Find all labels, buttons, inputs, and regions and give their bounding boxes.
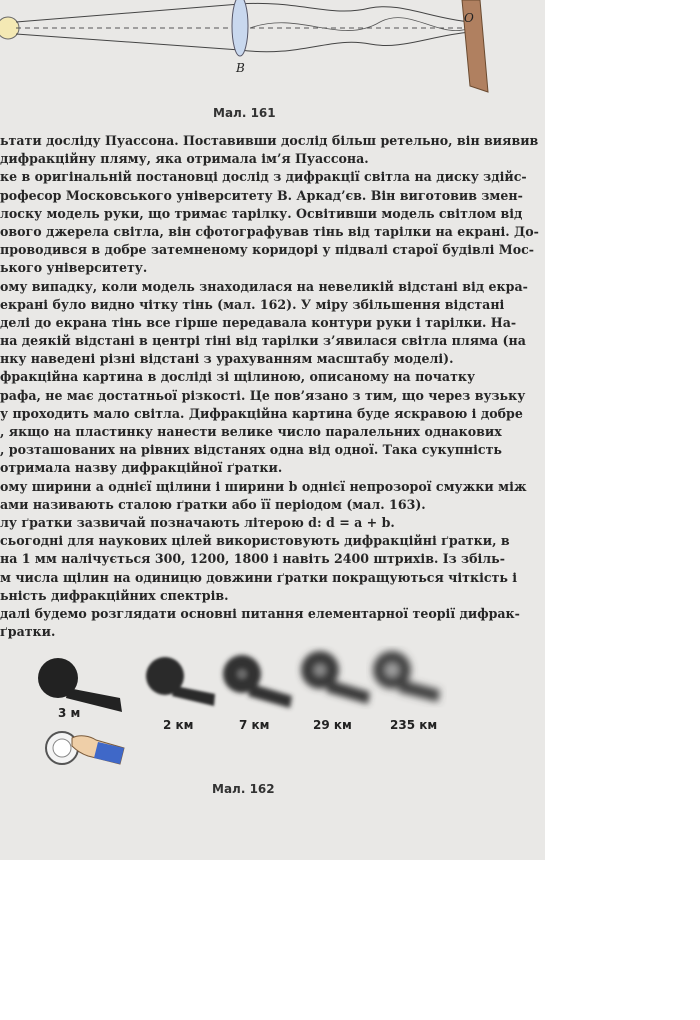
text-line: ового джерела світла, він сфотографував тінь від тарілки на екрані. До- <box>0 223 539 239</box>
text-line: лу ґратки зазвичай позначають літерою d: d = a + b. <box>0 514 395 530</box>
screen-label: O <box>464 11 474 25</box>
text-line: сьогодні для наукових цілей використовують дифракційні ґратки, в <box>0 533 510 549</box>
text-line: рофесор Московського університету В. Аркад’єв. Він виготовив змен- <box>0 187 523 203</box>
shadow-235km <box>373 651 440 702</box>
body-text <box>0 132 540 641</box>
text-line: ьтати досліду Пуассона. Поставивши дослід більш ретельно, він виявив <box>0 133 539 148</box>
text-line: на деякій відстані в центрі тіні від тарілки з’явилася світла пляма (на <box>0 333 526 349</box>
text-line: , якщо на пластинку нанести велике число паралельних однакових <box>0 424 502 439</box>
shadow-3m <box>38 658 122 712</box>
text-line: , розташованих на рівних відстанях одна від одної. Така сукупність <box>0 442 502 458</box>
text-line: дифракційну пляму, яка отримала ім’я Пуассона. <box>0 151 369 167</box>
figure-161-caption: Мал. 161 <box>213 106 276 120</box>
text-line: фракційна картина в досліді зі щілиною, описаному на початку <box>0 369 476 385</box>
text-line: нку наведені різні відстані з урахуванням масштабу моделі). <box>0 351 454 367</box>
text-line: на 1 мм налічується 300, 1200, 1800 і навіть 2400 штрихів. Із збіль- <box>0 551 505 567</box>
hand-holding-plate-icon <box>46 732 124 764</box>
figure-162-shadows <box>0 640 545 780</box>
text-line: у проходить мало світла. Дифракційна картина буде яскравою і добре <box>0 405 523 421</box>
distance-label-2km: 2 км <box>163 718 194 732</box>
shadow-29km <box>301 651 370 704</box>
distance-label-7km: 7 км <box>239 718 270 732</box>
text-line: рафа, не має достатньої різкості. Це пов’язано з тим, що через вузьку <box>0 387 526 403</box>
distance-label-29km: 29 км <box>313 718 352 732</box>
shadow-7km <box>223 655 292 708</box>
wave-line <box>250 18 470 31</box>
figure-162-caption: Мал. 162 <box>212 782 275 796</box>
text-line: далі будемо розглядати основні питання елементарної теорії дифрак- <box>0 605 520 621</box>
text-line: ьність дифракційних спектрів. <box>0 587 229 603</box>
text-line: ому ширини a однієї щілини і ширини b однієї непрозорої смужки між <box>0 478 527 494</box>
text-line: екрані було видно чітку тінь (мал. 162). У міру збільшення відстані <box>0 296 505 312</box>
text-line: ького університету. <box>0 260 148 276</box>
figure-161-diagram <box>0 0 545 100</box>
text-line: ами називають сталою ґратки або її періодом (мал. 163). <box>0 496 426 512</box>
distance-label-235km: 235 км <box>390 718 438 732</box>
text-line: отримала назву дифракційної ґратки. <box>0 460 283 476</box>
lens <box>232 0 248 56</box>
shadow-2km <box>146 657 215 706</box>
ray-upper-right <box>240 3 470 22</box>
text-line: ому випадку, коли модель знаходилася на невеликій відстані від екра- <box>0 278 528 294</box>
text-line: ке в оригінальній постановці дослід з дифракції світла на диску здійс- <box>0 169 527 185</box>
text-line: проводився в добре затемненому коридорі у підвалі старої будівлі Мос- <box>0 242 535 258</box>
ray-upper-left <box>16 4 240 22</box>
text-line: делі до екрана тінь все гірше передавала контури руки і тарілки. На- <box>0 314 517 330</box>
ray-lower-right <box>240 32 470 52</box>
lens-label: B <box>236 61 245 75</box>
distance-label-3m: 3 м <box>58 706 81 720</box>
text-line: лоску модель руки, що тримає тарілку. Освітивши модель світлом від <box>0 205 523 221</box>
ray-lower-left <box>16 34 240 50</box>
text-line: ґратки. <box>0 624 56 640</box>
text-line: м числа щілин на одиницю довжини ґратки покращуються чіткість і <box>0 569 518 585</box>
